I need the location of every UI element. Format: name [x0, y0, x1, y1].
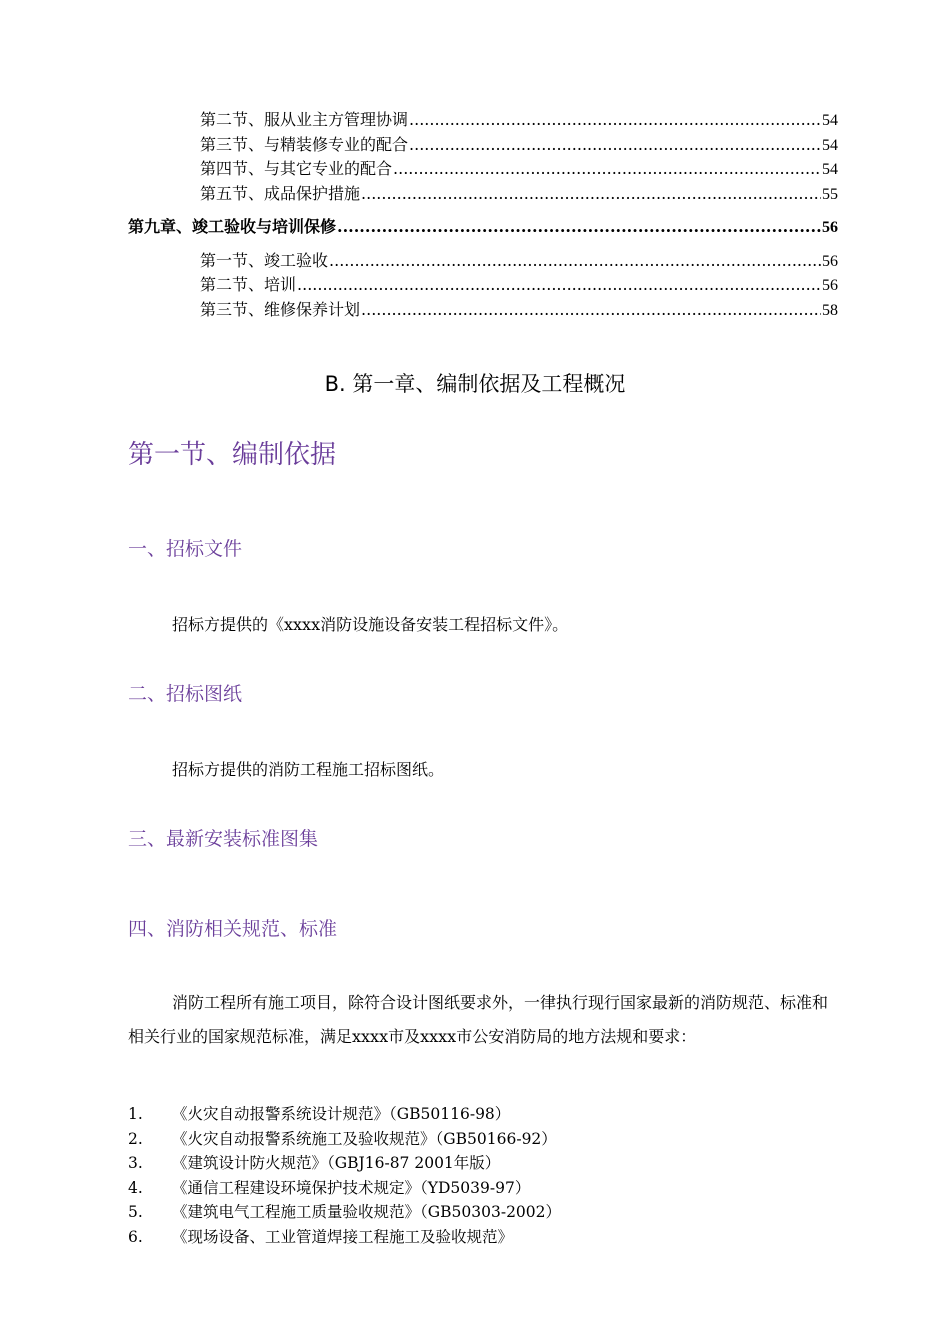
- toc-leader-dots: [337, 215, 821, 240]
- list-item: [128, 1127, 838, 1152]
- toc-entry-title: 第四节、与其它专业的配合: [200, 159, 393, 178]
- heading-tender-documents: 一、招标文件: [128, 538, 243, 560]
- list-item-number: 1.: [128, 1105, 143, 1123]
- toc-leader-dots: [409, 108, 821, 133]
- toc-entry-page: 56: [822, 277, 838, 294]
- toc-entry-title: 第一节、竣工验收: [200, 250, 329, 270]
- paragraph-tender-drawings: 招标方提供的消防工程施工招标图纸。: [172, 760, 445, 779]
- toc-entry-title: 第三节、与精装修专业的配合: [200, 134, 409, 154]
- toc-leader-dots: [297, 273, 821, 298]
- toc-leader-dots: [329, 249, 821, 274]
- chapter-title: B. 第一章、编制依据及工程概况: [324, 372, 626, 396]
- toc-entry[interactable]: [128, 298, 838, 323]
- toc-entry-page: 55: [822, 185, 838, 203]
- standards-list: [128, 1102, 838, 1249]
- toc-leader-dots: [361, 182, 821, 207]
- toc-entry-title: 第五节、成品保护措施: [200, 183, 361, 203]
- toc-entry-title: 第二节、服从业主方管理协调: [200, 110, 409, 129]
- list-item: [128, 1225, 838, 1250]
- list-item: [128, 1102, 838, 1127]
- list-item-number: 3.: [128, 1154, 143, 1172]
- toc-entry[interactable]: [128, 133, 838, 158]
- list-item-text: 《火灾自动报警系统施工及验收规范》（GB50166-92）: [172, 1129, 557, 1148]
- list-item-text: 《建筑设计防火规范》（GBJ16-87 2001年版）: [172, 1154, 501, 1172]
- toc-entry[interactable]: [128, 273, 838, 298]
- list-item: [128, 1200, 838, 1225]
- toc-entry-page: 56: [822, 219, 838, 236]
- toc-entry-page: 54: [822, 112, 838, 129]
- toc-entry[interactable]: [128, 249, 838, 274]
- toc-leader-dots: [393, 157, 821, 182]
- list-item-number: 5.: [128, 1203, 143, 1221]
- toc-leader-dots: [361, 298, 821, 323]
- toc-entry-title: 第九章、竣工验收与培训保修: [128, 217, 337, 236]
- list-item: [128, 1176, 838, 1201]
- toc-chapter-entry[interactable]: [128, 215, 838, 240]
- heading-fire-codes: 四、消防相关规范、标准: [128, 918, 338, 940]
- toc-entry-page: 54: [822, 161, 838, 178]
- toc-entry-title: 第三节、维修保养计划: [200, 299, 361, 319]
- toc-entry-page: 56: [822, 252, 838, 270]
- list-item-text: 《火灾自动报警系统设计规范》（GB50116-98）: [172, 1105, 511, 1123]
- list-item-number: 4.: [128, 1178, 143, 1197]
- list-item-number: 2.: [128, 1129, 143, 1148]
- list-item: [128, 1151, 838, 1176]
- paragraph-tender-documents: 招标方提供的《xxxx消防设施设备安装工程招标文件》。: [172, 615, 569, 634]
- toc-entry-title: 第二节、培训: [200, 275, 297, 294]
- paragraph-fire-codes: 消防工程所有施工项目，除符合设计图纸要求外，一律执行现行国家最新的消防规范、标准和相关行业的国家规范标准，满足xxxx市及xxxx市公安消防局的地方法规和要求：: [128, 993, 829, 1046]
- heading-standard-atlas: 三、最新安装标准图集: [128, 828, 319, 850]
- section-title: 第一节、编制依据: [128, 440, 337, 470]
- list-item-text: 《现场设备、工业管道焊接工程施工及验收规范》: [172, 1227, 514, 1246]
- toc-entry[interactable]: [128, 157, 838, 182]
- list-item-text: 《通信工程建设环境保护技术规定》（YD5039-97）: [172, 1178, 531, 1197]
- toc-entry[interactable]: [128, 182, 838, 207]
- table-of-contents: [128, 108, 838, 322]
- list-item-number: 6.: [128, 1227, 143, 1246]
- toc-leader-dots: [409, 133, 821, 158]
- list-item-text: 《建筑电气工程施工质量验收规范》（GB50303-2002）: [172, 1203, 562, 1221]
- toc-entry-page: 58: [822, 301, 838, 319]
- toc-entry[interactable]: [128, 108, 838, 133]
- toc-entry-page: 54: [822, 136, 838, 154]
- heading-tender-drawings: 二、招标图纸: [128, 683, 243, 705]
